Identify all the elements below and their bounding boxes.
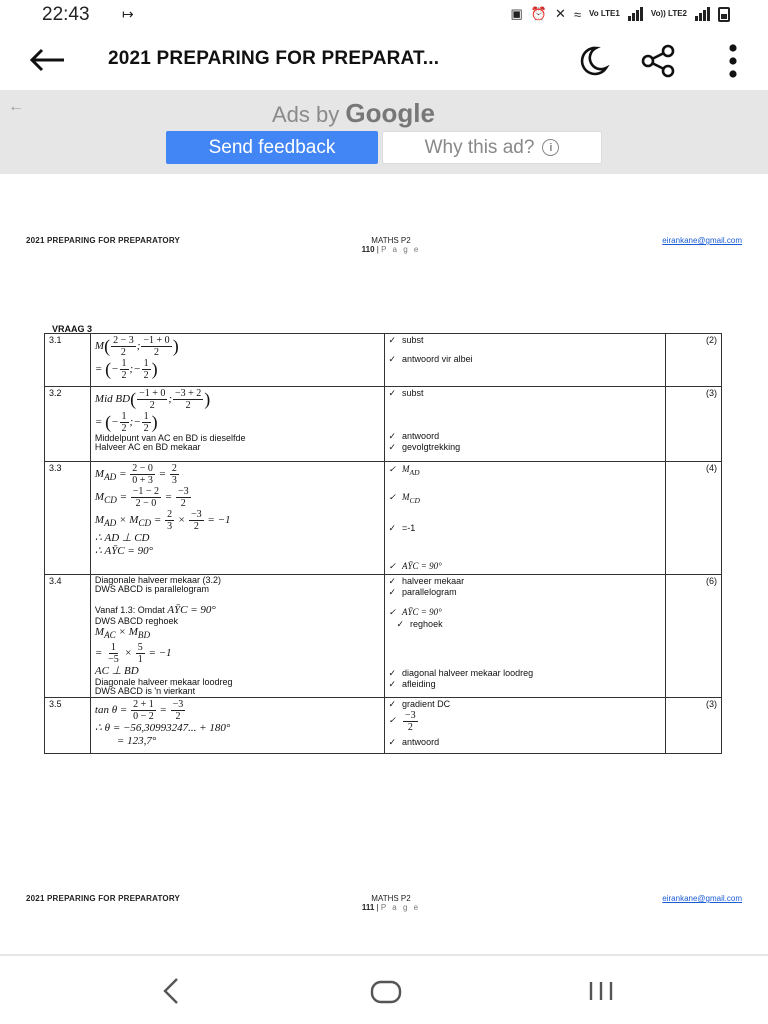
answer-text: Diagonale halveer mekaar (3.2) bbox=[94, 574, 221, 585]
mark-text: antwoord bbox=[402, 736, 440, 747]
footer-title: 2021 PREPARING FOR PREPARATORY bbox=[26, 236, 181, 245]
lte2-label: Vo)) LTE2 bbox=[650, 9, 687, 18]
more-vert-icon[interactable] bbox=[724, 42, 742, 80]
table-row bbox=[45, 387, 722, 462]
answer-cell: tan θ = $\frac{2 + 1}{0 - 2}$ = $\frac{-3}{2}$ ∴ θ = −56,30993247... + 180° = 123,7° bbox=[90, 697, 384, 753]
mark-text: halveer mekaar bbox=[402, 575, 465, 586]
nav-recents-icon[interactable] bbox=[586, 980, 616, 1002]
footer-page-number: 110 bbox=[361, 245, 375, 254]
navigation-bar bbox=[0, 956, 768, 1024]
points: (2) bbox=[666, 334, 722, 387]
mark-text: subst bbox=[402, 388, 424, 398]
mark-text: parallelogram bbox=[402, 586, 457, 597]
answer-text: Vanaf 1.3: Omdat bbox=[94, 604, 165, 615]
signal-icon bbox=[695, 7, 710, 21]
page-footer bbox=[0, 234, 768, 264]
points: (3) bbox=[666, 387, 722, 462]
status-bar bbox=[0, 0, 768, 30]
document-title: 2021 PREPARING FOR PREPARAT... bbox=[108, 48, 440, 69]
question-number: 3.5 bbox=[45, 697, 91, 753]
ads-by-google bbox=[272, 98, 435, 129]
answer-text: DWS ABCD is parallelogram bbox=[94, 583, 209, 594]
lte1-label: Vo LTE1 bbox=[589, 9, 620, 18]
marks-cell: ✓ subst ✓ antwoord vir albei bbox=[384, 334, 666, 387]
marks-cell: ✓ subst ✓ antwoord ✓ gevolgtrekking bbox=[384, 387, 666, 462]
mark-text: =-1 bbox=[402, 522, 416, 533]
footer-page-word: P a g e bbox=[381, 245, 421, 254]
media-icon: ↦ bbox=[122, 6, 134, 22]
alarm-icon: ⏰ bbox=[530, 6, 547, 21]
table-row bbox=[45, 697, 722, 753]
moon-icon[interactable] bbox=[576, 44, 610, 78]
why-this-ad-label: Why this ad? bbox=[424, 136, 535, 158]
send-feedback-button[interactable]: Send feedback bbox=[166, 131, 378, 164]
points: (3) bbox=[666, 697, 722, 753]
why-this-ad-button[interactable] bbox=[382, 131, 602, 164]
question-number: 3.1 bbox=[45, 334, 91, 387]
status-icons bbox=[510, 6, 730, 22]
points: (6) bbox=[666, 574, 722, 697]
mark-text: subst bbox=[402, 335, 424, 345]
nav-home-icon[interactable] bbox=[370, 980, 402, 1004]
answer-cell: M( $\frac{2 - 3}{2}$ ; $\frac{-1 + 0}{2}$ ) = (− $\frac{1}{2}$ ;− $\frac{1}{2}$ ) bbox=[90, 334, 384, 387]
footer-subject: MATHS P2 bbox=[371, 894, 411, 903]
marks-cell: ✓ halveer mekaar ✓ parallelogram ✓ AȲC = 90° ✓ reghoek ✓ diagonal halveer mekaar loodreg ✓ afleiding bbox=[384, 574, 666, 697]
ads-by-label: Ads by bbox=[272, 102, 340, 127]
page-footer bbox=[0, 892, 768, 922]
table-row bbox=[45, 462, 722, 575]
question-number: 3.2 bbox=[45, 387, 91, 462]
share-icon[interactable] bbox=[640, 44, 676, 78]
info-icon: i bbox=[542, 139, 559, 156]
mute-icon: ✕ bbox=[554, 6, 566, 21]
footer-page-number: 111 bbox=[361, 903, 375, 912]
answer-text: Halveer AC en BD mekaar bbox=[94, 442, 201, 452]
mark-text: gevolgtrekking bbox=[402, 442, 461, 452]
answer-text: Diagonale halveer mekaar loodreg bbox=[94, 676, 233, 687]
marks-cell: ✓ gradient DC ✓ $\frac{-3}{2}$ ✓ antwoord bbox=[384, 697, 666, 753]
google-logo: Google bbox=[345, 98, 435, 128]
mark-text: gradient DC bbox=[402, 698, 451, 709]
image-icon: ▣ bbox=[510, 6, 523, 21]
page-111 bbox=[0, 298, 768, 954]
answer-text: DWS ABCD is 'n vierkant bbox=[94, 685, 196, 696]
question-number: 3.4 bbox=[45, 574, 91, 697]
marks-cell: ✓ $M_{AD}$ ✓ $M_{CD}$ ✓ =-1 ✓ AȲC = 90° bbox=[384, 462, 666, 575]
mark-text: diagonal halveer mekaar loodreg bbox=[402, 667, 534, 678]
wifi-icon: ≈ bbox=[573, 6, 582, 22]
footer-page-word: P a g e bbox=[380, 903, 421, 912]
battery-icon bbox=[718, 7, 730, 22]
table-row bbox=[45, 574, 722, 697]
answer-cell: $M_{AD}$ = $\frac{2 - 0}{0 + 3}$ = $\frac{2}{3}$ $M_{CD}$ = $\frac{-1 - 2}{2 - 0}$ = $\frac{-3}{2}$ $M_{AD} \times M_{CD}$ = $\frac{2}{3}$ × $\frac{-3}{2}$ = −1 ∴ AD ⊥ CD ∴ AȲC = 90° bbox=[90, 462, 384, 575]
mark-text: antwoord vir albei bbox=[402, 354, 473, 364]
nav-back-icon[interactable] bbox=[160, 976, 182, 1006]
answer-cell: Diagonale halveer mekaar (3.2) DWS ABCD is parallelogram Vanaf 1.3: Omdat AȲC = 90° DWS ABCD reghoek $M_{AC} \times M_{BD}$ = $\frac{1}{-5}$ × $\frac{5}{1}$ = −1 AC ⊥ BD Diagonale halveer mekaar loodreg DWS ABCD is 'n vierkant bbox=[90, 574, 384, 697]
table-row bbox=[45, 334, 722, 387]
answer-text: Middelpunt van AC en BD is dieselfde bbox=[94, 433, 246, 443]
points: (4) bbox=[666, 462, 722, 575]
ad-back-arrow-icon[interactable]: ← bbox=[8, 98, 24, 115]
back-arrow-icon[interactable] bbox=[28, 40, 68, 80]
status-time: 22:43 bbox=[42, 4, 90, 25]
app-bar bbox=[0, 30, 768, 90]
answer-text: DWS ABCD reghoek bbox=[94, 615, 178, 626]
footer-title: 2021 PREPARING FOR PREPARATORY bbox=[26, 894, 181, 903]
footer-email-link[interactable]: eirankane@gmail.com bbox=[662, 894, 742, 903]
footer-center: MATHS P2 110 | P a g e bbox=[354, 236, 428, 254]
footer-center: MATHS P2 111 | P a g e bbox=[354, 894, 428, 912]
question-number: 3.3 bbox=[45, 462, 91, 575]
footer-subject: MATHS P2 bbox=[371, 236, 411, 245]
signal-icon bbox=[628, 7, 643, 21]
mark-text: afleiding bbox=[402, 678, 436, 689]
question-heading: VRAAG 3 bbox=[52, 324, 93, 334]
mark-text: reghoek bbox=[410, 618, 443, 629]
answer-cell: Mid BD( $\frac{-1 + 0}{2}$ ; $\frac{-3 + 2}{2}$ ) = (− $\frac{1}{2}$ ;− $\frac{1}{2}$ ) Middelpunt van AC en BD is dieselfde Halveer AC en BD mekaar bbox=[90, 387, 384, 462]
mark-text: antwoord bbox=[402, 431, 440, 441]
memo-table bbox=[44, 333, 722, 754]
footer-email-link[interactable]: eirankane@gmail.com bbox=[662, 236, 742, 245]
